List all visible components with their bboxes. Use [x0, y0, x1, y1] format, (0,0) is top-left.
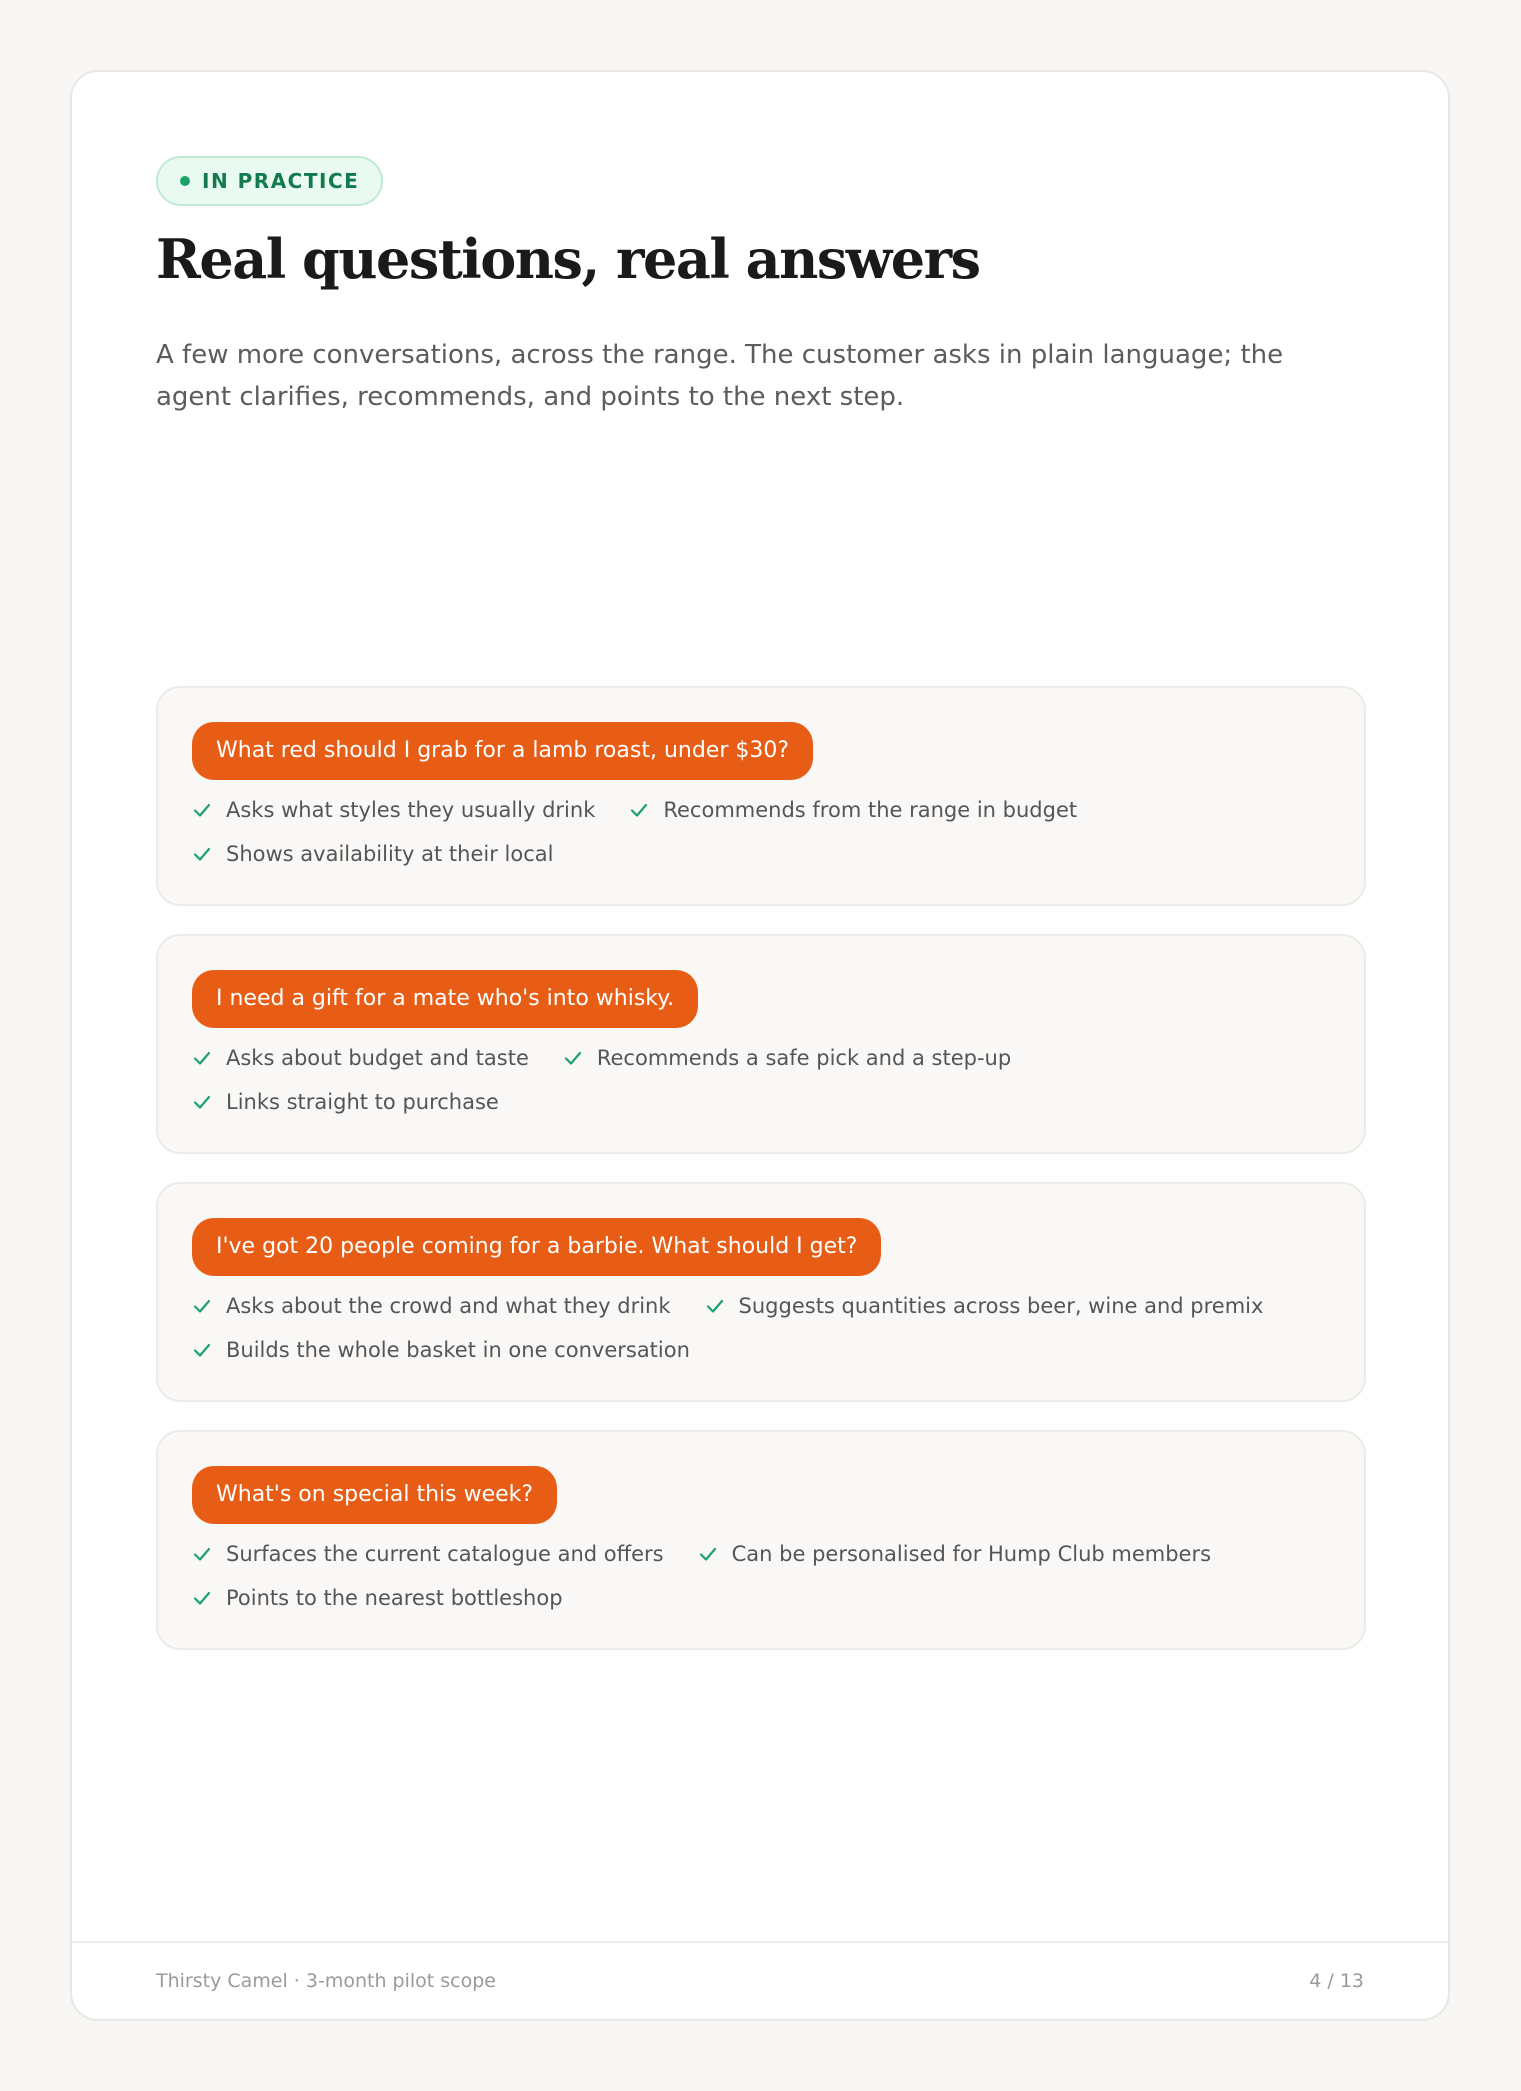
- answer-point-label: Can be personalised for Hump Club members: [731, 1542, 1212, 1566]
- answer-point: [192, 794, 595, 826]
- answer-point-label: Asks what styles they usually drink: [226, 798, 596, 822]
- answer-point: [192, 1538, 664, 1570]
- answer-point-label: Suggests quantities across beer, wine and premix: [738, 1294, 1264, 1318]
- answer-point-label: Asks about budget and taste: [226, 1046, 529, 1070]
- answer-point: [192, 838, 1330, 870]
- answer-point-label: Recommends from the range in budget: [663, 798, 1078, 822]
- check-icon: [192, 1092, 212, 1112]
- question-bubble: What red should I grab for a lamb roast, under $30?: [192, 722, 813, 780]
- intro-text: A few more conversations, across the range. The customer asks in plain language; the agent clarifies, recommends, and points to the next step.: [156, 340, 1284, 412]
- conversation-list: [156, 686, 1366, 1678]
- answer-point: [192, 1086, 499, 1118]
- answer-point: [629, 794, 1077, 826]
- answer-point: [192, 1582, 1330, 1614]
- question-bubble: I've got 20 people coming for a barbie. What should I get?: [192, 1218, 881, 1276]
- page-footer: [72, 1941, 1448, 2019]
- check-icon: [705, 1296, 725, 1316]
- answer-points: [192, 1042, 1330, 1118]
- answer-point: [192, 1042, 529, 1074]
- question-bubble: I need a gift for a mate who's into whisky.: [192, 970, 698, 1028]
- conversation-card: [156, 934, 1366, 1154]
- answer-point: [563, 1042, 1011, 1074]
- page-card: [70, 70, 1450, 2021]
- check-icon: [192, 844, 212, 864]
- page-title: Real questions, real answers: [156, 227, 980, 291]
- check-icon: [192, 1048, 212, 1068]
- check-icon: [192, 1588, 212, 1608]
- conversation-card: [156, 1430, 1366, 1650]
- check-icon: [698, 1544, 718, 1564]
- check-icon: [192, 1544, 212, 1564]
- answer-point-label: Recommends a safe pick and a step-up: [596, 1046, 1012, 1070]
- check-icon: [629, 800, 649, 820]
- question-bubble: What's on special this week?: [192, 1466, 557, 1524]
- answer-point-label: Builds the whole basket in one conversation: [226, 1338, 690, 1362]
- answer-point: [192, 1290, 671, 1322]
- answer-point: [192, 1334, 1330, 1366]
- page-number: 4 / 13: [1309, 1970, 1364, 1992]
- answer-point-label: Links straight to purchase: [226, 1090, 499, 1114]
- answer-point-label: Points to the nearest bottleshop: [226, 1586, 563, 1610]
- check-icon: [192, 1296, 212, 1316]
- footer-document-label: Thirsty Camel · 3-month pilot scope: [156, 1970, 496, 1992]
- conversation-card: [156, 686, 1366, 906]
- answer-point-label: Shows availability at their local: [226, 842, 554, 866]
- check-icon: [563, 1048, 583, 1068]
- check-icon: [192, 1340, 212, 1360]
- answer-points: [192, 1538, 1330, 1614]
- answer-point: [698, 1538, 1211, 1570]
- badge-label: IN PRACTICE: [202, 169, 360, 193]
- answer-points: [192, 1290, 1330, 1366]
- answer-points: [192, 794, 1330, 870]
- dot-icon: [180, 176, 190, 186]
- answer-point-label: Asks about the crowd and what they drink: [226, 1294, 671, 1318]
- answer-point: [705, 1290, 1264, 1322]
- check-icon: [192, 800, 212, 820]
- conversation-card: [156, 1182, 1366, 1402]
- answer-point-label: Surfaces the current catalogue and offers: [226, 1542, 664, 1566]
- section-badge: [156, 156, 383, 206]
